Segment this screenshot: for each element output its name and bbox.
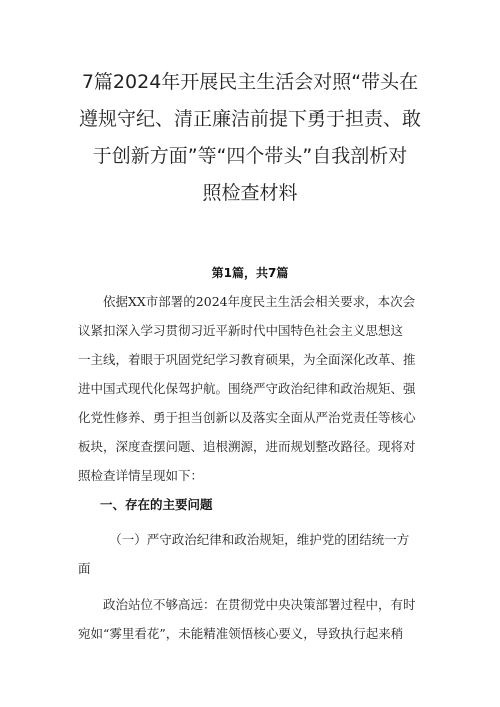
subsection-heading xyxy=(78,525,426,583)
section-heading: 一、存在的主要问题 xyxy=(100,497,213,512)
text-line: 化党性修养、勇于担当创新以及落实全面从严治党责任等核心 xyxy=(78,410,416,425)
title-line: 7篇2024年开展民主生活会对照“带头在 xyxy=(81,71,419,93)
text-line: 板块，深度查摆问题、追根溯源，进而规划整改路径。现将对 xyxy=(78,439,416,454)
title-line: 于创新方面”等“四个带头”自我剖析对 xyxy=(92,145,408,167)
text-line: 依据XX市部署的2024年度民主生活会相关要求，本次会 xyxy=(78,294,416,309)
text-line: 照检查详情呈现如下： xyxy=(78,468,204,483)
title-line: 照检查材料 xyxy=(202,182,298,204)
text-line: 进中国式现代化保驾护航。围绕严守政治纪律和政治规矩、强 xyxy=(78,381,416,396)
body-paragraph xyxy=(78,590,426,648)
intro-paragraph xyxy=(78,287,426,490)
document-title xyxy=(78,64,422,212)
text-line: 宛如“雾里看花”，未能精准领悟核心要义，导致执行起来稍 xyxy=(78,626,404,641)
text-line: 政治站位不够高远：在贯彻党中央决策部署过程中，有时 xyxy=(78,597,416,612)
text-line: 一主线，着眼于巩固党纪学习教育硕果，为全面深化改革、推 xyxy=(78,352,416,367)
text-line: （一）严守政治纪律和政治规矩，维护党的团结统一方 xyxy=(78,532,410,547)
text-line: 议紧扣深入学习贯彻习近平新时代中国特色社会主义思想这 xyxy=(78,323,404,338)
title-line: 遵规守纪、清正廉洁前提下勇于担责、敢 xyxy=(78,108,421,130)
text-line: 面 xyxy=(78,561,91,576)
part-label: 第1篇，共7篇 xyxy=(211,266,289,280)
